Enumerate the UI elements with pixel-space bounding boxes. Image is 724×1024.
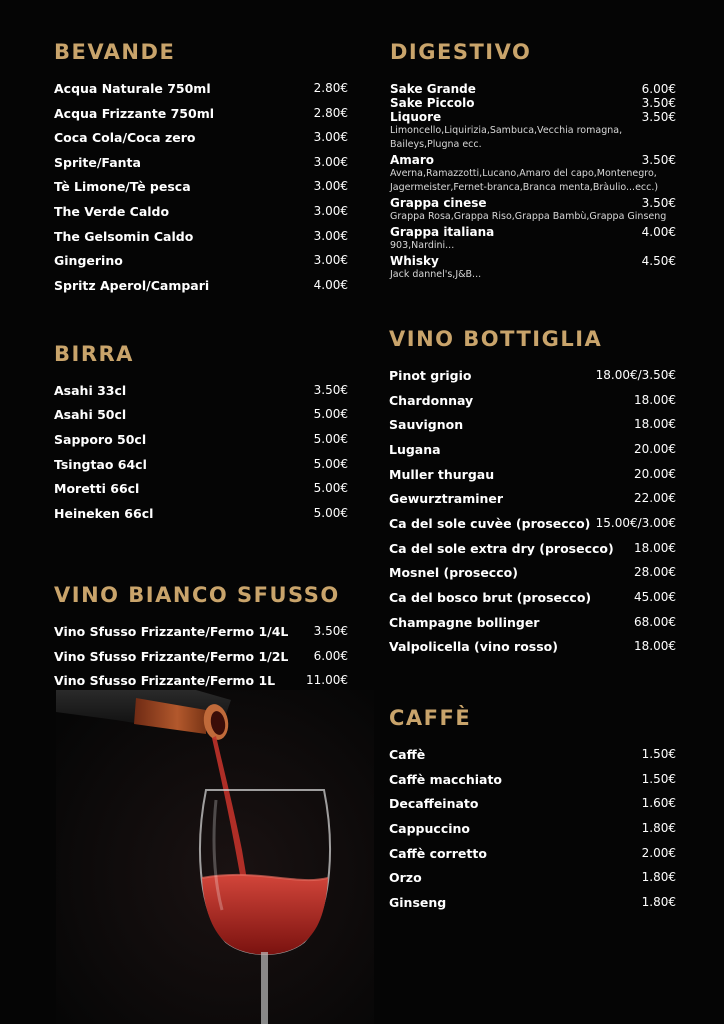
item-name: Caffè corretto	[389, 846, 487, 861]
item-price: 3.50€	[641, 153, 676, 167]
item-price: 28.00€	[634, 565, 676, 579]
item-description: Jack dannel's,J&B...	[390, 269, 482, 280]
menu-item	[54, 506, 348, 526]
item-name: Sapporo 50cl	[54, 432, 147, 447]
menu-item	[390, 153, 676, 195]
item-price: 5.00€	[313, 407, 348, 421]
item-description: Limoncello,Liquirizia,Sambuca,Vecchia romagna, Baileys,Plugna ecc.	[390, 125, 623, 150]
item-name: Cappuccino	[389, 821, 470, 836]
item-price: 3.50€	[313, 383, 348, 397]
item-name: Moretti 66cl	[54, 481, 140, 496]
item-name: The Gelsomin Caldo	[54, 229, 194, 244]
item-description: 903,Nardini...	[390, 240, 455, 251]
item-price: 1.50€	[641, 772, 676, 786]
menu-item	[389, 541, 676, 561]
item-price: 3.50€	[641, 96, 676, 110]
item-name: Muller thurgau	[389, 467, 495, 482]
item-description: Grappa Rosa,Grappa Riso,Grappa Bambù,Grappa Ginseng	[390, 211, 667, 222]
section-title-caffe: CAFFÈ	[389, 706, 472, 730]
item-price: 1.80€	[641, 895, 676, 909]
menu-item	[54, 81, 348, 101]
item-price: 20.00€	[634, 442, 676, 456]
section-title-bevande: BEVANDE	[54, 40, 176, 64]
section-title-vino-bianco: VINO BIANCO SFUSSO	[54, 583, 340, 607]
menu-item	[389, 590, 676, 610]
menu-item	[389, 870, 676, 890]
menu-item	[389, 442, 676, 462]
menu-item	[390, 225, 676, 253]
item-price: 3.00€	[313, 179, 348, 193]
menu-item	[54, 204, 348, 224]
menu-item	[54, 278, 348, 298]
item-name: Heineken 66cl	[54, 506, 154, 521]
item-name: Valpolicella (vino rosso)	[389, 639, 558, 654]
menu-item	[389, 796, 676, 816]
menu-item	[54, 481, 348, 501]
item-price: 20.00€	[634, 467, 676, 481]
item-price: 2.00€	[641, 846, 676, 860]
item-price: 3.50€	[641, 110, 676, 124]
item-price: 3.00€	[313, 155, 348, 169]
item-name: Sake Grande	[390, 82, 476, 96]
menu-item	[389, 639, 676, 659]
item-price: 5.00€	[313, 457, 348, 471]
item-price: 45.00€	[634, 590, 676, 604]
menu-item	[54, 432, 348, 452]
vino-bottiglia-section	[389, 327, 676, 667]
item-price: 4.50€	[641, 254, 676, 268]
item-name: Acqua Frizzante 750ml	[54, 106, 214, 121]
item-name: Orzo	[389, 870, 422, 885]
item-name: Tè Limone/Tè pesca	[54, 179, 191, 194]
menu-item	[390, 254, 676, 282]
section-title-digestivo: DIGESTIVO	[390, 40, 532, 64]
digestivo-section	[390, 40, 676, 290]
item-name: Ginseng	[389, 895, 447, 910]
item-name: Asahi 33cl	[54, 383, 127, 398]
item-name: Ca del bosco brut (prosecco)	[389, 590, 592, 605]
menu-item	[54, 649, 348, 669]
item-name: Gewurztraminer	[389, 491, 504, 506]
menu-item	[390, 82, 676, 96]
item-name: The Verde Caldo	[54, 204, 170, 219]
item-price: 1.60€	[641, 796, 676, 810]
item-price: 3.00€	[313, 253, 348, 267]
item-price: 3.00€	[313, 130, 348, 144]
section-title-birra: BIRRA	[54, 342, 134, 366]
menu-item	[54, 624, 348, 644]
item-name: Chardonnay	[389, 393, 474, 408]
menu-item	[389, 491, 676, 511]
menu-item	[389, 821, 676, 841]
wine-glass-illustration	[56, 690, 374, 1024]
menu-item	[389, 417, 676, 437]
item-name: Grappa italiana	[390, 225, 495, 239]
item-name: Caffè macchiato	[389, 772, 503, 787]
menu-item	[54, 407, 348, 427]
menu-item	[54, 155, 348, 175]
item-description: Averna,Ramazzotti,Lucano,Amaro del capo,Montenegro, Jagermeister,Fernet-branca,Branca menta,Bràulio...ecc.)	[390, 168, 659, 193]
item-price: 3.00€	[313, 204, 348, 218]
item-name: Tsingtao 64cl	[54, 457, 147, 472]
menu-item	[54, 130, 348, 150]
item-name: Amaro	[390, 153, 435, 167]
menu-item	[389, 846, 676, 866]
menu-item	[54, 179, 348, 199]
menu-item	[389, 393, 676, 413]
item-name: Sauvignon	[389, 417, 464, 432]
item-name: Vino Sfusso Frizzante/Fermo 1L	[54, 673, 276, 688]
item-name: Coca Cola/Coca zero	[54, 130, 196, 145]
item-price: 2.80€	[313, 106, 348, 120]
bevande-section	[54, 40, 348, 300]
vino-bianco-section	[54, 583, 348, 693]
item-name: Spritz Aperol/Campari	[54, 278, 210, 293]
item-name: Ca del sole cuvèe (prosecco)	[389, 516, 591, 531]
item-price: 1.80€	[641, 870, 676, 884]
item-price: 1.50€	[641, 747, 676, 761]
item-name: Ca del sole extra dry (prosecco)	[389, 541, 614, 556]
menu-item	[54, 229, 348, 249]
menu-item	[389, 467, 676, 487]
item-price: 5.00€	[313, 506, 348, 520]
item-price: 2.80€	[313, 81, 348, 95]
item-price: 3.50€	[313, 624, 348, 638]
menu-item	[389, 615, 676, 635]
item-name: Whisky	[390, 254, 439, 268]
item-name: Asahi 50cl	[54, 407, 127, 422]
item-price: 1.80€	[641, 821, 676, 835]
item-name: Gingerino	[54, 253, 123, 268]
item-price: 18.00€	[634, 393, 676, 407]
item-price: 6.00€	[313, 649, 348, 663]
item-price: 4.00€	[641, 225, 676, 239]
item-price: 5.00€	[313, 481, 348, 495]
menu-item	[389, 516, 676, 536]
item-price: 6.00€	[641, 82, 676, 96]
menu-item	[389, 747, 676, 767]
menu-item	[390, 110, 676, 152]
menu-item	[389, 772, 676, 792]
item-name: Lugana	[389, 442, 441, 457]
item-name: Caffè	[389, 747, 426, 762]
item-name: Liquore	[390, 110, 442, 124]
item-name: Sake Piccolo	[390, 96, 475, 110]
item-price: 18.00€/3.50€	[595, 368, 676, 382]
section-title-vino-bottiglia: VINO BOTTIGLIA	[389, 327, 603, 351]
item-name: Vino Sfusso Frizzante/Fermo 1/4L	[54, 624, 289, 639]
item-name: Pinot grigio	[389, 368, 472, 383]
item-name: Vino Sfusso Frizzante/Fermo 1/2L	[54, 649, 289, 664]
birra-section	[54, 342, 348, 532]
item-price: 18.00€	[634, 417, 676, 431]
item-price: 3.00€	[313, 229, 348, 243]
item-name: Mosnel (prosecco)	[389, 565, 518, 580]
item-price: 5.00€	[313, 432, 348, 446]
caffe-section	[389, 706, 676, 926]
item-price: 18.00€	[634, 639, 676, 653]
item-price: 3.50€	[641, 196, 676, 210]
item-price: 18.00€	[634, 541, 676, 555]
item-price: 68.00€	[634, 615, 676, 629]
menu-item	[54, 383, 348, 403]
item-name: Acqua Naturale 750ml	[54, 81, 211, 96]
menu-item	[54, 106, 348, 126]
item-name: Sprite/Fanta	[54, 155, 141, 170]
menu-item	[389, 368, 676, 388]
menu-item	[389, 895, 676, 915]
menu-item	[54, 457, 348, 477]
menu-item	[54, 253, 348, 273]
item-price: 4.00€	[313, 278, 348, 292]
item-name: Champagne bollinger	[389, 615, 540, 630]
menu-item	[390, 96, 676, 110]
menu-item	[389, 565, 676, 585]
item-price: 22.00€	[634, 491, 676, 505]
menu-item	[390, 196, 676, 224]
item-name: Grappa cinese	[390, 196, 487, 210]
item-price: 15.00€/3.00€	[595, 516, 676, 530]
item-price: 11.00€	[306, 673, 348, 687]
item-name: Decaffeinato	[389, 796, 479, 811]
